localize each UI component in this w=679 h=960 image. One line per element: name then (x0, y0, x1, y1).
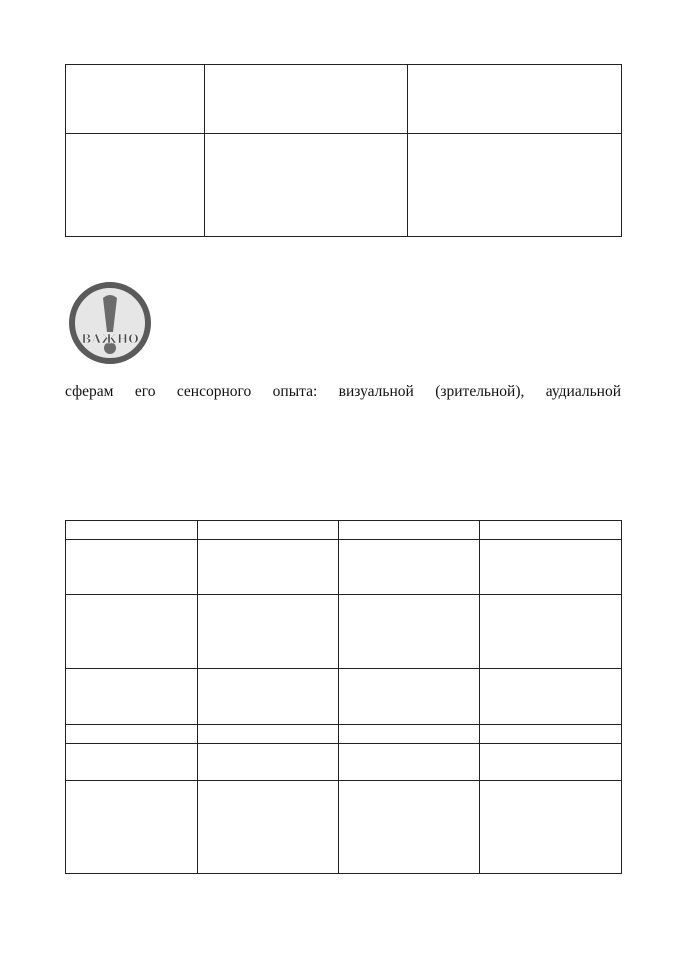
table-cell (480, 540, 622, 595)
badge-label: ВАЖНО (81, 332, 139, 346)
table-cell (66, 725, 198, 744)
table-cell (198, 669, 339, 725)
table-cell (205, 65, 408, 134)
table-cell (408, 134, 622, 237)
important-badge-icon (67, 280, 153, 366)
table-row (66, 134, 622, 237)
top-table (65, 64, 622, 237)
table-row (66, 595, 622, 669)
table-cell (66, 134, 205, 237)
table-cell (408, 65, 622, 134)
table-cell (339, 669, 480, 725)
table-cell (198, 595, 339, 669)
table-cell (339, 540, 480, 595)
table-cell (198, 744, 339, 781)
table-cell (339, 744, 480, 781)
table-row (66, 725, 622, 744)
table-cell (480, 595, 622, 669)
table-cell (339, 781, 480, 874)
table-cell (66, 540, 198, 595)
table-cell (205, 134, 408, 237)
table-cell (480, 669, 622, 725)
table-cell (66, 65, 205, 134)
table-row (66, 540, 622, 595)
table-cell (198, 521, 339, 540)
table-cell (66, 669, 198, 725)
table-cell (198, 725, 339, 744)
table-cell (66, 781, 198, 874)
table-row (66, 744, 622, 781)
table-cell (339, 595, 480, 669)
table-row (66, 521, 622, 540)
body-text-line: сферам его сенсорного опыта: визуальной (зрительной), аудиальной (65, 383, 621, 400)
bottom-table (65, 520, 622, 874)
table-cell (66, 744, 198, 781)
table-cell (66, 595, 198, 669)
table-cell (66, 521, 198, 540)
table-cell (198, 781, 339, 874)
table-row (66, 781, 622, 874)
table-cell (480, 521, 622, 540)
table-row (66, 669, 622, 725)
table-row (66, 65, 622, 134)
table-cell (339, 521, 480, 540)
table-cell (480, 725, 622, 744)
table-cell (480, 744, 622, 781)
table-cell (480, 781, 622, 874)
table-cell (339, 725, 480, 744)
table-cell (198, 540, 339, 595)
